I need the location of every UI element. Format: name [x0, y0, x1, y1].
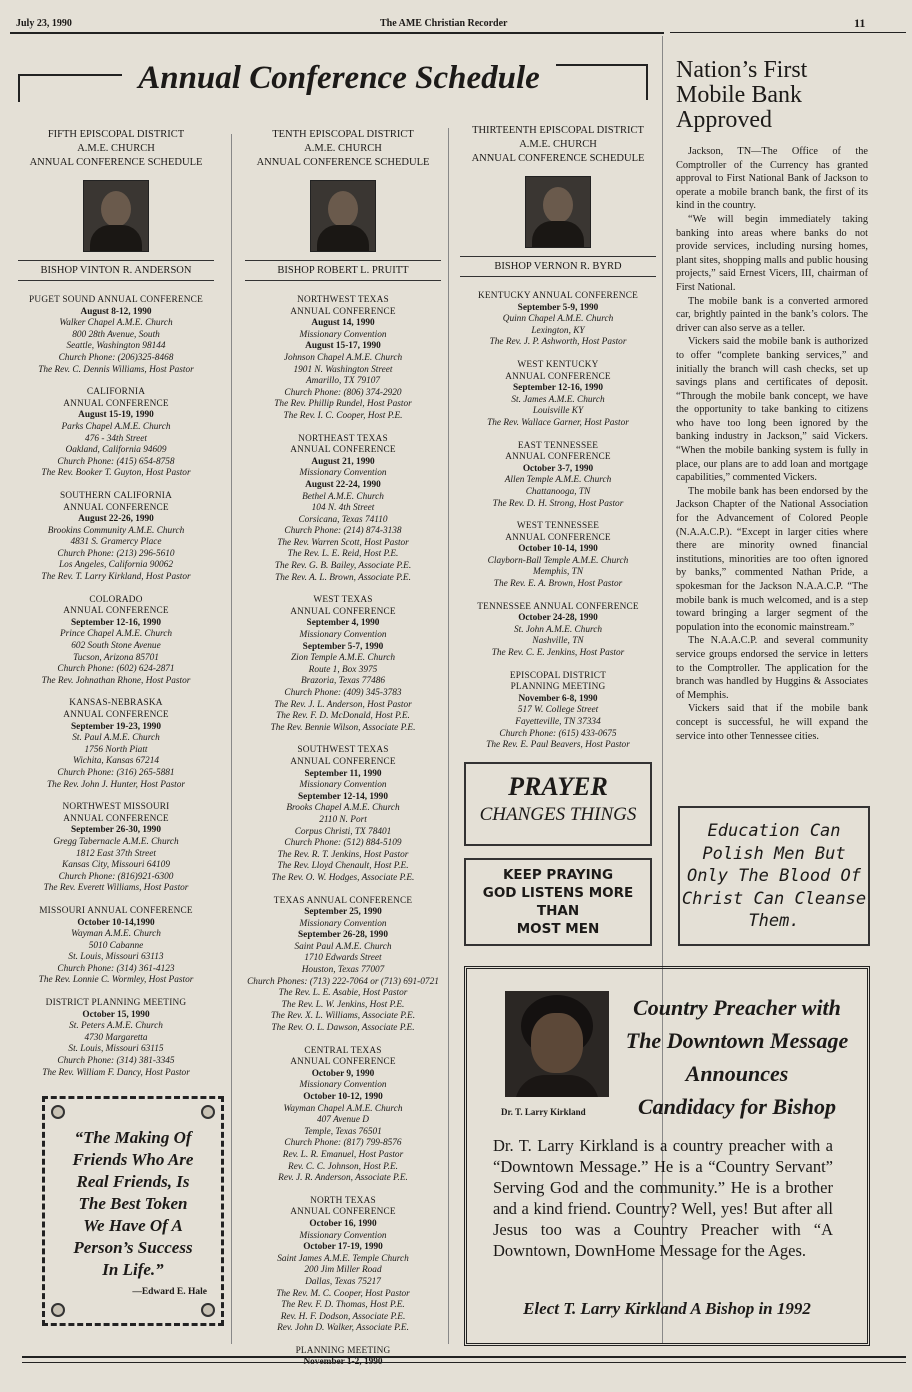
conference-note: Missionary Convention — [299, 1080, 387, 1091]
conference-name: CENTRAL TEXAS — [304, 1045, 382, 1056]
district-heading — [18, 128, 214, 170]
conference-name: ANNUAL CONFERENCE — [63, 813, 169, 824]
conference-detail: The Rev. John J. Hunter, Host Pastor — [47, 779, 185, 790]
conference-name: ANNUAL CONFERENCE — [505, 532, 611, 543]
conference-detail: Church Phone: (806) 374-2920 — [284, 387, 402, 398]
conference-detail: The Rev. F. D. Thomas, Host P.E. — [281, 1300, 405, 1311]
page-number: 11 — [854, 16, 866, 30]
conference-detail: Oakland, California 94609 — [65, 445, 167, 456]
keep-praying-line: MOST MEN — [516, 921, 600, 937]
conference-name: COLORADO — [89, 594, 143, 605]
conference-name: ANNUAL CONFERENCE — [290, 606, 396, 617]
conference-detail: Wayman Chapel A.M.E. Church — [283, 1103, 403, 1114]
conference-name: NORTHWEST TEXAS — [297, 295, 389, 305]
education-line: Only The Blood Of — [687, 866, 861, 886]
conference-dates: August 15-17, 1990 — [305, 341, 381, 352]
conference-detail: Church Phone: (314) 381-3345 — [57, 1056, 175, 1067]
conference-detail: Wayman A.M.E. Church — [71, 929, 161, 940]
article-paragraph: Vickers said the mobile bank is authorized to offer “complete banking services,” and initially the branch will cash checks, set up savings plans and certificates of deposit. “Through the mobile bank concept, we have the opportunity to take banking to citizens who have too long been ignored by the banking industry in Jackson,” said Vickers. “When the mobile banking system is fully in place, our plans are to add loan and mortgage capabilities,” commented Vickers. — [676, 336, 868, 484]
article-paragraph: “We will begin immediately taking banking into areas where banks do not provide services, including nursing homes, plant sites, shopping malls and public housing projects,” said Ernest Vicers, III, chairman of First National. — [676, 213, 868, 293]
prayer-subheading: CHANGES THINGS — [479, 804, 637, 825]
conference-detail: Church Phone: (214) 874-3138 — [284, 526, 402, 537]
quote-line: “The Making Of — [74, 1128, 192, 1147]
conference-detail: The Rev. A. L. Brown, Associate P.E. — [275, 572, 411, 583]
article-paragraph: Vickers said that if the mobile bank concept is successful, he will expand the service into other Tennessee cities. — [676, 703, 868, 742]
conference-entry — [460, 671, 656, 752]
conference-name: WEST TEXAS — [313, 595, 373, 606]
conference-detail: Church Phone: (817) 799-8576 — [284, 1138, 402, 1149]
conference-name: ANNUAL CONFERENCE — [505, 371, 611, 382]
conference-name: NORTHEAST TEXAS — [298, 433, 388, 444]
article-paragraph: The mobile bank has been endorsed by the Jackson Chapter of the National Association for the Advancement of Colored People (N.A.A.C.P.). “Except in larger cities where there are minority owned financial institutions, minorities are too often ignored by banks,” commented Nathan Pride, a spokesman for the Jackson N.A.A.C.P. “The mobile bank is much welcomed, and is a step toward bringing a larger segment of the population into the economic mainstream.” — [676, 485, 868, 633]
headline-line: Nation’s First — [676, 57, 808, 83]
keep-praying-line: THAN — [536, 903, 580, 919]
conference-dates — [245, 1357, 441, 1369]
conference-detail: Tucson, Arizona 85701 — [73, 652, 159, 663]
conference-note: Missionary Convention — [299, 780, 387, 791]
conference-entry — [18, 698, 214, 791]
conference-dates: October 17-19, 1990 — [303, 1242, 383, 1253]
conference-entry — [460, 360, 656, 430]
bishop-photo — [83, 180, 149, 252]
friends-quote-box — [42, 1096, 224, 1326]
header-rule — [10, 32, 664, 34]
conference-detail: Gregg Tabernacle A.M.E. Church — [53, 836, 179, 847]
article-body — [676, 145, 868, 743]
conference-detail: Church Phone: (512) 884-5109 — [284, 838, 402, 849]
conference-detail: Bethel A.M.E. Church — [302, 491, 384, 502]
conference-detail: The Rev. O. W. Hodges, Associate P.E. — [271, 872, 415, 883]
conference-name: ANNUAL CONFERENCE — [505, 452, 611, 463]
photo-caption: Dr. T. Larry Kirkland — [501, 1107, 586, 1117]
conference-detail: Route 1, Box 3975 — [308, 664, 378, 675]
conference-detail: The Rev. X. L. Williams, Associate P.E. — [270, 1011, 416, 1022]
conference-name: ANNUAL CONFERENCE — [63, 606, 169, 617]
conference-note: Missionary Convention — [299, 1230, 387, 1241]
conference-detail: Prince Chapel A.M.E. Church — [59, 629, 173, 640]
conference-name: SOUTHERN CALIFORNIA — [59, 490, 172, 501]
conference-dates: September 4, 1990 — [306, 618, 380, 629]
conference-dates: October 3-7, 1990 — [522, 463, 594, 474]
conference-dates: September 19-23, 1990 — [71, 721, 161, 732]
conference-name: NORTH TEXAS — [310, 1195, 376, 1206]
conference-dates: September 26-30, 1990 — [71, 825, 161, 836]
conference-name: WEST KENTUCKY — [517, 359, 599, 370]
conference-dates: October 15, 1990 — [82, 1009, 150, 1020]
conference-detail: Louisville KY — [532, 406, 584, 417]
conference-detail: Corsicana, Texas 74110 — [298, 514, 388, 525]
conference-dates: September 25, 1990 — [304, 907, 382, 918]
conference-detail: Memphis, TN — [532, 567, 584, 578]
conference-entry — [18, 491, 214, 584]
district-heading-line: A.M.E. CHURCH — [304, 143, 382, 154]
conference-detail: Rev. C. C. Johnson, Host P.E. — [288, 1161, 398, 1172]
conference-detail: Walker Chapel A.M.E. Church — [59, 318, 173, 329]
conference-detail: St. James A.M.E. Church — [511, 394, 605, 405]
conference-detail: 4831 S. Gramercy Place — [70, 537, 162, 548]
conference-dates: September 5-7, 1990 — [302, 641, 384, 652]
conference-name: EPISCOPAL DISTRICT — [509, 670, 607, 681]
conference-name: PLANNING MEETING — [510, 682, 606, 693]
conference-detail: 517 W. College Street — [517, 705, 599, 716]
conference-detail: Church Phone: (615) 433-0675 — [499, 728, 617, 739]
bottom-rule — [22, 1356, 906, 1358]
district-heading — [460, 124, 656, 166]
education-line: Christ Can Cleanse — [681, 888, 867, 909]
conference-detail: Johnson Chapel A.M.E. Church — [283, 352, 403, 363]
conference-detail: 602 South Stone Avenue — [71, 641, 161, 652]
conference-detail: The Rev. O. L. Dawson, Associate P.E. — [271, 1023, 415, 1034]
conference-dates: September 12-14, 1990 — [298, 791, 388, 802]
conference-dates: August 8-12, 1990 — [80, 306, 152, 317]
conference-dates: October 16, 1990 — [309, 1218, 377, 1229]
conference-entry — [18, 595, 214, 688]
headline-line: Mobile Bank — [676, 82, 802, 108]
conference-detail: St. Paul A.M.E. Church — [72, 733, 160, 744]
bishop-name: BISHOP VERNON R. BYRD — [460, 256, 656, 277]
quote-line: We Have Of A — [83, 1216, 183, 1235]
bishop-photo — [525, 176, 591, 248]
conference-detail: St. Louis, Missouri 63113 — [68, 952, 164, 963]
conference-entry — [245, 896, 441, 1035]
conference-name: ANNUAL CONFERENCE — [63, 710, 169, 720]
schedule-title: Annual Conference Schedule — [138, 60, 540, 96]
conference-detail: The Rev. Everett Williams, Host Pastor — [43, 883, 189, 894]
quote-line: The Best Token — [78, 1194, 188, 1213]
conference-detail: Quinn Chapel A.M.E. Church — [502, 314, 614, 325]
title-bracket-right — [646, 64, 648, 100]
candidate-photo — [505, 991, 609, 1097]
conference-detail: 2110 N. Port — [319, 814, 367, 825]
conference-dates: August 14, 1990 — [311, 318, 375, 329]
conference-detail: Allen Temple A.M.E. Church — [504, 475, 612, 486]
district-heading-line: A.M.E. CHURCH — [519, 139, 597, 150]
conference-detail: Zion Temple A.M.E. Church — [291, 653, 395, 664]
conference-detail: 1756 North Piatt — [84, 744, 148, 755]
conference-entry — [245, 1196, 441, 1335]
bishop-name: BISHOP ROBERT L. PRUITT — [245, 260, 441, 281]
quote-line: Friends Who Are — [72, 1150, 194, 1169]
conference-detail: Lexington, KY — [531, 325, 585, 336]
prayer-heading: PRAYER — [508, 772, 608, 801]
issue-date: July 23, 1990 — [16, 18, 72, 29]
quote-line: Person’s Success — [73, 1238, 193, 1257]
title-bracket-left-top — [18, 74, 122, 76]
fifth-district-column — [18, 128, 214, 1090]
conference-name: ANNUAL CONFERENCE — [290, 756, 396, 767]
district-heading-line: ANNUAL CONFERENCE SCHEDULE — [29, 157, 203, 168]
conference-detail: The Rev. L. E. Asabie, Host Pastor — [278, 988, 408, 999]
conference-dates: October 10-12, 1990 — [303, 1092, 383, 1102]
paper-name: The AME Christian Recorder — [380, 18, 508, 29]
conference-name: WEST TENNESSEE — [516, 521, 600, 532]
corner-dot-icon — [201, 1105, 215, 1119]
conference-detail: Church Phone: (602) 624-2871 — [57, 664, 175, 675]
conference-name: PUGET SOUND ANNUAL CONFERENCE — [29, 295, 203, 305]
conference-dates: October 10-14,1990 — [77, 917, 155, 928]
ad-headline-line: Country Preacher with — [633, 995, 841, 1020]
conference-name: ANNUAL CONFERENCE — [290, 1207, 396, 1218]
ad-body: Dr. T. Larry Kirkland is a country preacher with a “Downtown Message.” He is a “Country Servant” Serving God and the community.” He is a brother and a kind friend. Country? Well, yes! But after all Jesus too was a Country Preacher with “A Downtown, DownHome Message for the Ages. — [493, 1136, 833, 1260]
conference-detail: Rev. H. F. Dodson, Associate P.E. — [280, 1311, 406, 1322]
conference-entry — [18, 295, 214, 376]
conference-dates: October 24-28, 1990 — [518, 613, 598, 624]
district-heading-line: ANNUAL CONFERENCE SCHEDULE — [256, 157, 430, 168]
education-line: Polish Men But — [702, 843, 846, 864]
conference-detail: 200 Jim Miller Road — [304, 1265, 382, 1276]
ad-tagline: Elect T. Larry Kirkland A Bishop in 1992 — [523, 1299, 811, 1318]
conference-detail: The Rev. I. C. Cooper, Host P.E. — [283, 410, 403, 421]
conference-dates: September 12-16, 1990 — [71, 617, 161, 628]
conference-detail: 104 N. 4th Street — [311, 503, 375, 514]
conference-dates: August 22-26, 1990 — [78, 514, 154, 525]
conference-entry — [245, 595, 441, 734]
conference-detail: Seattle, Washington 98144 — [66, 341, 166, 352]
conference-name: TENNESSEE ANNUAL CONFERENCE — [477, 601, 639, 612]
conference-name: ANNUAL CONFERENCE — [290, 1057, 396, 1068]
conference-entry — [460, 441, 656, 511]
conference-name: EAST TENNESSEE — [517, 440, 599, 451]
conference-name: DISTRICT PLANNING MEETING — [45, 998, 187, 1009]
conference-detail: Rev. J. R. Anderson, Associate P.E. — [278, 1173, 408, 1184]
conference-entry — [18, 802, 214, 895]
conference-detail: Church Phone: (213) 296-5610 — [57, 548, 175, 559]
education-line: Education Can — [707, 821, 841, 841]
conference-detail: The Rev. Warren Scott, Host Pastor — [277, 537, 409, 548]
conference-detail: Houston, Texas 77007 — [301, 965, 385, 976]
education-box — [678, 806, 870, 946]
conference-detail: Fayetteville, TN 37334 — [515, 717, 601, 727]
corner-dot-icon — [51, 1105, 65, 1119]
conference-detail: Brooks Chapel A.M.E. Church — [286, 803, 400, 814]
ad-headline-line: Announces — [685, 1061, 789, 1086]
conference-dates: November 6-8, 1990 — [518, 693, 598, 704]
conference-entry — [460, 602, 656, 660]
conference-detail: The Rev. D. H. Strong, Host Pastor — [492, 498, 624, 509]
conference-detail: Rev. John D. Walker, Associate P.E. — [277, 1323, 409, 1334]
conference-entry — [460, 291, 656, 349]
conference-entry — [245, 295, 441, 423]
conference-name: TEXAS ANNUAL CONFERENCE — [273, 895, 413, 906]
column-divider — [448, 128, 449, 1344]
conference-detail: The Rev. T. Larry Kirkland, Host Pastor — [41, 572, 191, 583]
conference-dates: August 21, 1990 — [311, 456, 375, 467]
conference-dates: August 22-24, 1990 — [305, 479, 381, 490]
conference-detail: The Rev. Johnathan Rhone, Host Pastor — [41, 675, 191, 686]
conference-detail: 5010 Cabanne — [88, 940, 144, 951]
conference-detail: Brazoria, Texas 77486 — [300, 676, 386, 687]
corner-dot-icon — [51, 1303, 65, 1317]
conference-dates: September 5-9, 1990 — [517, 302, 599, 313]
district-heading-line: FIFTH EPISCOPAL DISTRICT — [47, 129, 185, 140]
conference-dates: October 9, 1990 — [311, 1068, 375, 1079]
conference-detail: The Rev. E. A. Brown, Host Pastor — [493, 579, 623, 590]
conference-detail: The Rev. L. E. Reid, Host P.E. — [287, 549, 399, 560]
education-line: Them. — [748, 911, 800, 931]
conference-detail: The Rev. Bennie Wilson, Associate P.E. — [270, 722, 416, 733]
conference-detail: St. John A.M.E. Church — [513, 624, 603, 635]
conference-detail: The Rev. William F. Dancy, Host Pastor — [42, 1067, 190, 1078]
conference-detail: 407 Avenue D — [317, 1115, 369, 1126]
conference-detail: 1710 Edwards Street — [304, 953, 382, 964]
conference-entry — [245, 745, 441, 884]
bottom-rule — [22, 1362, 906, 1363]
conference-name: MISSOURI ANNUAL CONFERENCE — [39, 905, 193, 916]
candidacy-ad — [464, 966, 870, 1346]
bishop-name: BISHOP VINTON R. ANDERSON — [18, 260, 214, 281]
conference-entry — [18, 387, 214, 480]
conference-detail: The Rev. F. D. McDonald, Host P.E. — [276, 711, 410, 722]
conference-detail: The Rev. Wallace Garner, Host Pastor — [487, 417, 629, 428]
conference-dates: August 15-19, 1990 — [78, 410, 154, 421]
conference-name: PLANNING MEETING — [295, 1345, 391, 1356]
conference-detail: The Rev. Lonnie C. Wormley, Host Pastor — [38, 975, 194, 986]
conference-entry — [245, 1046, 441, 1185]
conference-detail: Parks Chapel A.M.E. Church — [61, 421, 171, 432]
district-heading-line: A.M.E. CHURCH — [77, 143, 155, 154]
conference-detail: The Rev. Phillip Rundel, Host Pastor — [274, 399, 412, 410]
district-heading-line: ANNUAL CONFERENCE SCHEDULE — [471, 153, 645, 164]
conference-dates: September 26-28, 1990 — [298, 930, 388, 941]
conference-entry — [18, 998, 214, 1079]
conference-detail: The Rev. Booker T. Guyton, Host Pastor — [41, 468, 191, 479]
conference-entry — [18, 906, 214, 987]
corner-dot-icon — [201, 1303, 215, 1317]
conference-detail: Corpus Christi, TX 78401 — [294, 826, 392, 837]
prayer-box — [464, 762, 652, 846]
conference-detail: The Rev. J. L. Anderson, Host Pastor — [274, 699, 412, 710]
conference-detail: Temple, Texas 76501 — [304, 1126, 382, 1137]
conference-detail: The Rev. C. Dennis Williams, Host Pastor — [38, 364, 194, 375]
conference-entry — [245, 434, 441, 585]
article-paragraph: The N.A.A.C.P. and several community service groups endorsed the service in letters to the Comptroller. The application for the branch was handled by Huggins & Associates of Memphis. — [676, 635, 868, 701]
title-bracket-left — [18, 74, 20, 102]
conference-detail: 476 - 34th Street — [85, 433, 147, 444]
conference-name: ANNUAL CONFERENCE — [63, 502, 169, 513]
conference-detail: Church Phone: (415) 654-8758 — [57, 456, 175, 467]
ad-headline-line: The Downtown Message — [625, 1028, 849, 1053]
conference-detail: Kansas City, Missouri 64109 — [62, 860, 170, 871]
header-rule-right — [670, 32, 906, 33]
quote-author: —Edward E. Hale — [132, 1287, 207, 1297]
quote-line: Real Friends, Is — [76, 1172, 190, 1191]
conference-entry — [460, 521, 656, 591]
conference-name: SOUTHWEST TEXAS — [297, 745, 389, 756]
conference-detail: 800 28th Avenue, South — [72, 329, 160, 340]
quote-line: In Life.” — [102, 1260, 164, 1279]
article-headline — [676, 58, 902, 133]
column-divider — [231, 134, 232, 1344]
conference-detail: Church Phone: (206)325-8468 — [58, 352, 174, 363]
thirteenth-district-column — [460, 124, 656, 763]
district-heading-line: TENTH EPISCOPAL DISTRICT — [272, 129, 414, 140]
conference-detail: The Rev. M. C. Cooper, Host Pastor — [276, 1288, 410, 1299]
conference-name: ANNUAL CONFERENCE — [290, 306, 396, 317]
conference-dates: September 11, 1990 — [304, 768, 382, 779]
conference-detail: Saint James A.M.E. Temple Church — [277, 1253, 409, 1264]
conference-detail: The Rev. E. Paul Beavers, Host Pastor — [486, 740, 630, 751]
district-heading-line: THIRTEENTH EPISCOPAL DISTRICT — [472, 125, 644, 136]
conference-detail: Saint Paul A.M.E. Church — [294, 941, 392, 952]
article-paragraph: Jackson, TN—The Office of the Comptroller of the Currency has granted approval to First National Bank of Jackson to operate a mobile branch bank, the first of its kind in the country. — [676, 146, 868, 212]
conference-detail: Rev. L. R. Emanuel, Host Pastor — [282, 1149, 404, 1160]
conference-dates: September 12-16, 1990 — [513, 383, 603, 394]
conference-detail: The Rev. J. P. Ashworth, Host Pastor — [489, 337, 627, 348]
conference-dates: October 10-14, 1990 — [518, 544, 598, 555]
conference-note: Missionary Convention — [299, 630, 387, 641]
keep-praying-line: KEEP PRAYING — [502, 867, 614, 883]
conference-detail: 4730 Margaretta — [84, 1032, 148, 1043]
conference-detail: Dallas, Texas 75217 — [305, 1276, 381, 1287]
conference-detail: The Rev. L. W. Jenkins, Host P.E. — [281, 999, 405, 1010]
conference-note: Missionary Convention — [299, 329, 387, 340]
conference-name: KANSAS-NEBRASKA — [69, 698, 163, 709]
keep-praying-line: GOD LISTENS MORE — [482, 885, 634, 901]
article-paragraph: The mobile bank is a converted armored car, brightly painted in the bank’s colors. The driver can also serve as a teller. — [676, 295, 868, 334]
conference-detail: St. Louis, Missouri 63115 — [68, 1044, 164, 1055]
conference-detail: St. Peters A.M.E. Church — [69, 1021, 163, 1032]
conference-note: Missionary Convention — [299, 468, 387, 479]
conference-name: ANNUAL CONFERENCE — [63, 398, 169, 409]
title-bracket-right-top — [556, 64, 648, 66]
conference-detail: Church Phone: (316) 265-5881 — [57, 767, 175, 778]
conference-detail: The Rev. R. T. Jenkins, Host Pastor — [277, 849, 409, 860]
conference-detail: The Rev. C. E. Jenkins, Host Pastor — [491, 648, 625, 659]
conference-note: Missionary Convention — [299, 918, 387, 929]
conference-detail: Church Phone: (816)921-6300 — [58, 871, 174, 882]
ad-headline-line: Candidacy for Bishop — [637, 1094, 837, 1119]
tenth-district-column — [245, 128, 441, 1380]
keep-praying-box — [464, 858, 652, 946]
conference-detail: Wichita, Kansas 67214 — [72, 756, 159, 767]
conference-detail: The Rev. Lloyd Chenault, Host P.E. — [277, 861, 409, 872]
conference-detail: Los Angeles, California 90062 — [59, 560, 173, 571]
conference-detail: Church Phone: (409) 345-3783 — [284, 688, 402, 698]
conference-detail: Brookins Community A.M.E. Church — [47, 525, 185, 536]
district-heading — [245, 128, 441, 170]
conference-detail: The Rev. G. B. Bailey, Associate P.E. — [274, 561, 412, 572]
bishop-photo — [310, 180, 376, 252]
conference-detail: 1901 N. Washington Street — [293, 364, 393, 375]
conference-detail: 1812 East 37th Street — [76, 848, 156, 859]
conference-detail: Church Phones: (713) 222-7064 or (713) 691-0721 — [247, 976, 439, 987]
conference-detail: Church Phone: (314) 361-4123 — [57, 963, 175, 974]
conference-detail: Clayborn-Ball Temple A.M.E. Church — [487, 555, 629, 566]
conference-name: NORTHWEST MISSOURI — [62, 802, 170, 813]
conference-detail: Amarillo, TX 79107 — [305, 376, 381, 387]
conference-detail: Chattanooga, TN — [525, 486, 591, 497]
conference-detail: Nashville, TN — [532, 636, 584, 647]
conference-name: ANNUAL CONFERENCE — [290, 445, 396, 456]
conference-name: KENTUCKY ANNUAL CONFERENCE — [478, 291, 638, 301]
headline-line: Approved — [676, 107, 772, 133]
conference-name: CALIFORNIA — [86, 387, 146, 398]
